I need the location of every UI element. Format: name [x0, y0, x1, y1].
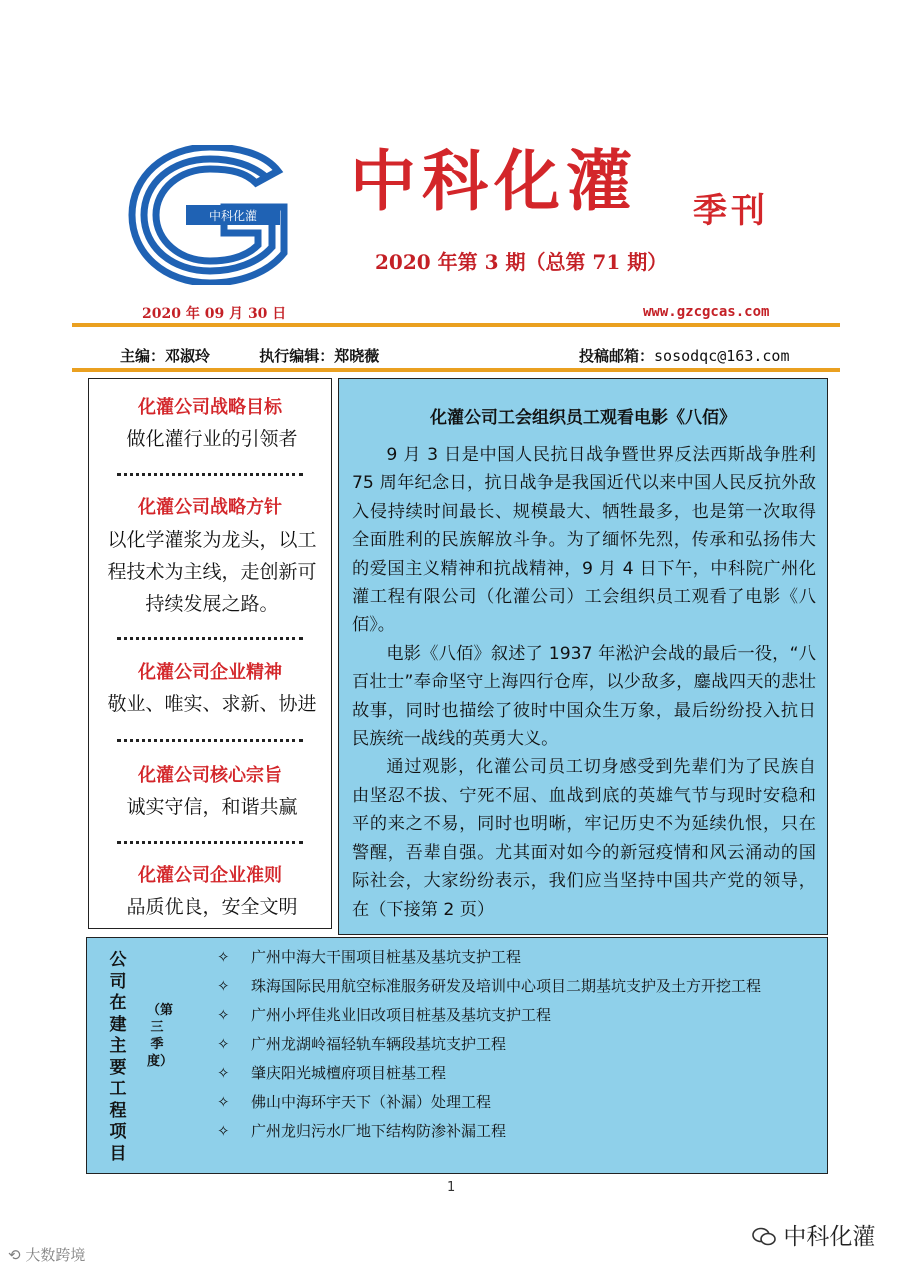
section-title-goal: 化灌公司战略目标 [138, 397, 282, 418]
section-text-goal: 做化灌行业的引领者 [126, 428, 298, 450]
article-paragraph: 9 月 3 日是中国人民抗日战争暨世界反法西斯战争胜利 75 周年纪念日，抗日战争是我国近代以来中国人民反抗外敌入侵持续时间最长、规模最大、牺牲最多，也是第一次取得全面胜利的民族解放斗争。为了缅怀先烈，传承和弘扬伟大的爱国主义精神和抗战精神，9 月 4 日下午，中科院广州化灌工程有限公司（化灌公司）工会组织员工观看了电影《八佰》。 [352, 445, 816, 636]
masthead-subtitle: 季刊 [693, 191, 769, 231]
wechat-icon [752, 1227, 776, 1247]
list-item [217, 1118, 817, 1144]
project-name: 珠海国际民用航空标准服务研发及培训中心项目二期基坑支护及土方开挖工程 [251, 977, 762, 995]
list-item [217, 1002, 817, 1028]
bullet-icon: ✧ [217, 1035, 230, 1053]
wechat-watermark [752, 1218, 875, 1251]
source-watermark [8, 1244, 85, 1265]
values-panel [88, 378, 332, 929]
watermark-icon: ⟲ [8, 1246, 21, 1264]
bullet-icon: ✧ [217, 1064, 230, 1082]
article-paragraph: 电影《八佰》叙述了 1937 年淞沪会战的最后一役，“八百壮士”奉命坚守上海四行仓库，以少敌多，鏖战四天的悲壮故事，同时也描绘了彼时中国众生万象，最后纷纷投入抗日民族统一战线的英勇大义。 [352, 643, 816, 750]
projects-season: （第三季度） [147, 1003, 174, 1069]
dotted-divider [117, 637, 303, 640]
article-paragraph: 通过观影，化灌公司员工切身感受到先辈们为了民族自由坚忍不拔、宁死不屈、血战到底的英雄气节与现时安稳和平的来之不易，同时也明晰，牢记历史不为延续仇恨，只在警醒，吾辈自强。尤其面对如今的新冠疫情和风云涌动的国际社会，大家纷纷表示，我们应当坚持中国共产党的领导，在（下接第 2 页） [352, 757, 816, 920]
project-name: 广州中海大干围项目桩基及基坑支护工程 [251, 948, 522, 966]
watermark-source-text: 大数跨境 [25, 1246, 86, 1264]
bullet-icon: ✧ [217, 1006, 230, 1024]
logo-text: 中科化灌 [208, 209, 258, 223]
project-name: 佛山中海环宇天下（补漏）处理工程 [251, 1093, 492, 1111]
bullet-icon: ✧ [217, 1093, 230, 1111]
project-name: 肇庆阳光城檀府项目桩基工程 [251, 1064, 447, 1082]
chief-editor: 主编：邓淑玲 [120, 347, 211, 365]
list-item [217, 1089, 817, 1115]
bullet-icon: ✧ [217, 948, 230, 966]
section-text-spirit: 敬业、唯实、求新、协进 [107, 693, 317, 715]
section-text-policy: 以化学灌浆为龙头，以工程技术为主线，走创新可持续发展之路。 [107, 529, 317, 615]
projects-heading: 公司在建主要工程项目 [109, 950, 127, 1164]
submit-email[interactable]: sosodqc@163.com [654, 347, 790, 365]
issue-number: 2020 年第 3 期（总第 71 期） [375, 250, 668, 274]
dotted-divider [117, 473, 303, 476]
article-title: 化灌公司工会组织员工观看电影《八佰》 [430, 408, 736, 428]
section-title-principle: 化灌公司企业准则 [138, 865, 282, 886]
header-rule-bottom [72, 368, 840, 372]
editor-line [120, 345, 423, 366]
article-panel [338, 378, 828, 935]
projects-panel [86, 937, 828, 1174]
dotted-divider [117, 841, 303, 844]
project-name: 广州小坪佳兆业旧改项目桩基及基坑支护工程 [251, 1006, 552, 1024]
website-link[interactable]: www.gzcgcas.com [643, 304, 770, 320]
bullet-icon: ✧ [217, 977, 230, 995]
section-title-spirit: 化灌公司企业精神 [138, 662, 282, 683]
section-title-policy: 化灌公司战略方针 [138, 497, 282, 518]
article-body [352, 441, 816, 924]
section-text-purpose: 诚实守信，和谐共赢 [126, 796, 298, 818]
submit-label: 投稿邮箱： [579, 347, 655, 365]
project-name: 广州龙湖岭福轻轨车辆段基坑支护工程 [251, 1035, 507, 1053]
watermark-text: 中科化灌 [783, 1224, 876, 1250]
submit-line [579, 345, 789, 366]
section-title-purpose: 化灌公司核心宗旨 [138, 765, 282, 786]
list-item [217, 1031, 817, 1057]
exec-editor: 执行编辑：郑晓薇 [259, 347, 380, 365]
section-text-principle: 品质优良，安全文明 [126, 896, 298, 918]
publish-date: 2020 年 09 月 30 日 [142, 306, 287, 322]
masthead-title: 中科化灌 [350, 142, 638, 220]
list-item [217, 973, 817, 999]
list-item [217, 1060, 817, 1086]
company-logo [128, 145, 290, 285]
dotted-divider [117, 739, 303, 742]
project-list [217, 944, 817, 1147]
header-rule-top [72, 323, 840, 327]
page-number: 1 [447, 1180, 456, 1195]
project-name: 广州龙归污水厂地下结构防渗补漏工程 [251, 1122, 507, 1140]
bullet-icon: ✧ [217, 1122, 230, 1140]
list-item [217, 944, 817, 970]
